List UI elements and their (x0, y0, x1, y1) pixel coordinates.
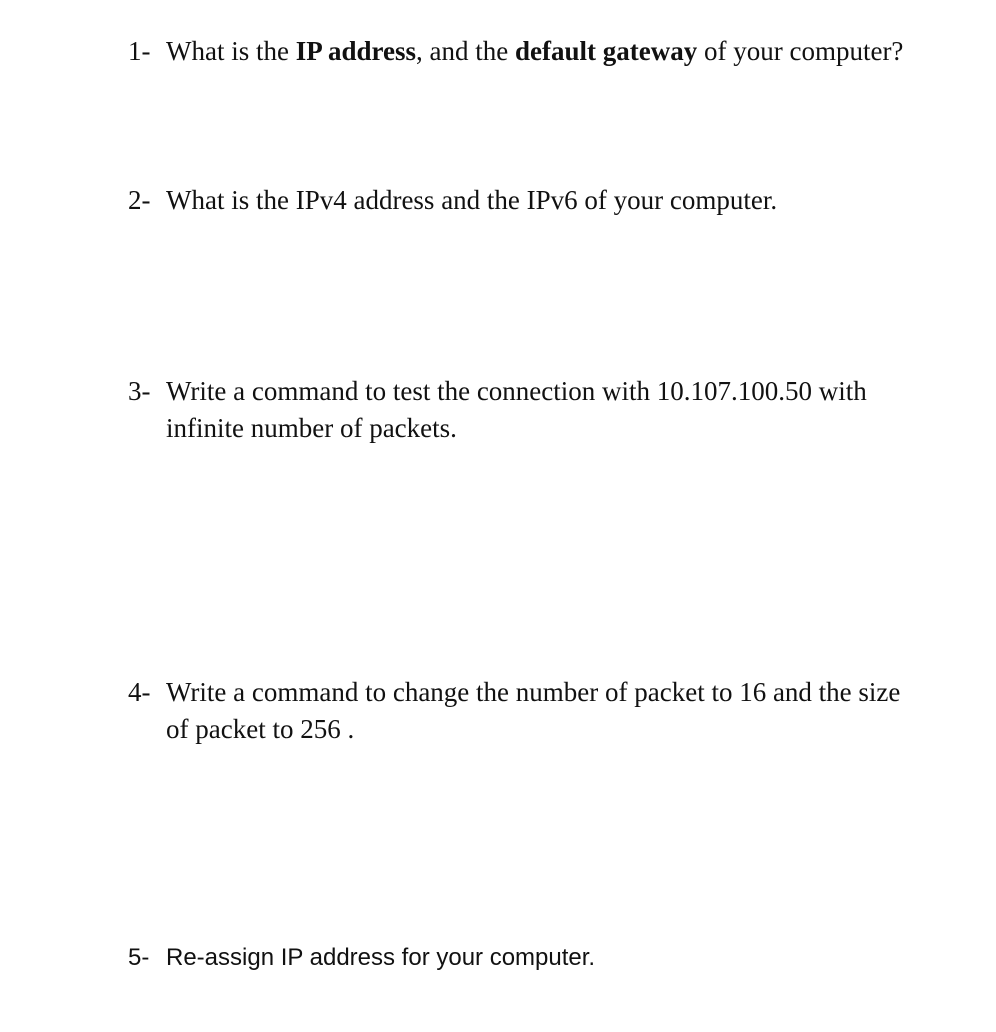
question-text (166, 33, 928, 70)
question-5 (128, 939, 928, 976)
question-text: Re-assign IP address for your computer. (166, 944, 596, 971)
question-text: Write a command to test the connection with 10.107.100.50 with infinite number of packets. (166, 376, 867, 443)
question-number: 1- (128, 36, 151, 66)
question-2 (128, 182, 928, 219)
question-text: What is the IPv4 address and the IPv6 of your computer. (166, 185, 778, 215)
question-text: Write a command to change the number of packet to 16 and the size of packet to 256 . (166, 677, 901, 744)
question-3 (128, 373, 928, 447)
question-4 (128, 674, 928, 748)
question-text-bold-part: IP address (295, 36, 417, 66)
question-1 (128, 33, 928, 70)
question-number: 5- (128, 944, 150, 971)
question-number: 3- (128, 376, 151, 406)
question-number: 4- (128, 677, 151, 707)
question-text-part: What is the (166, 36, 296, 66)
question-text-part: of your computer? (697, 36, 904, 66)
question-text-bold-part: default gateway (515, 36, 698, 66)
question-number: 2- (128, 185, 151, 215)
question-text-part: , and the (416, 36, 515, 66)
